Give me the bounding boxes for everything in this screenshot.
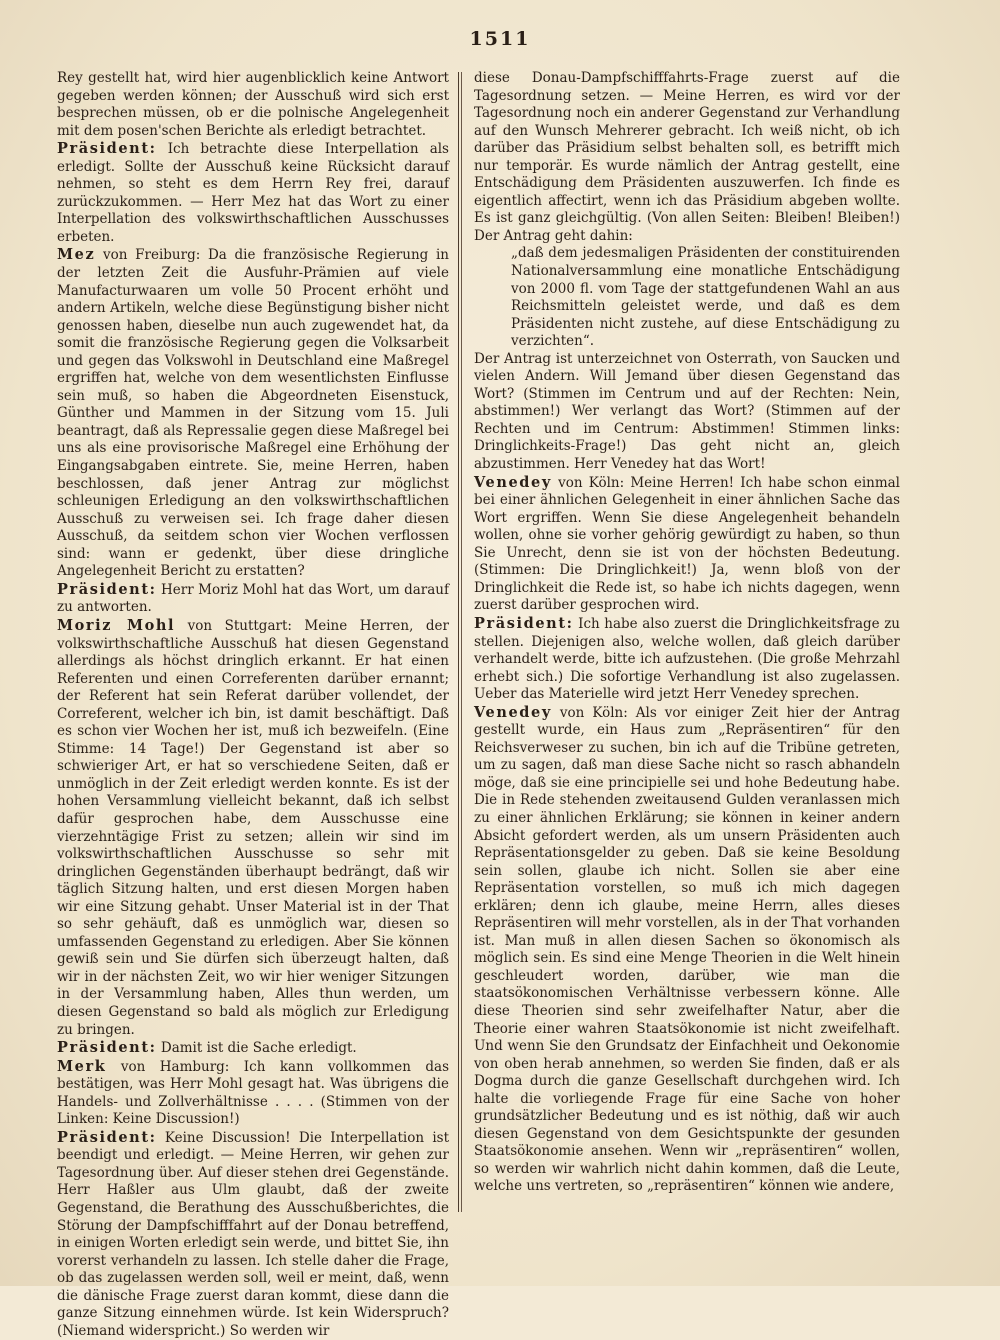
paragraph: [474, 704, 900, 1196]
paragraph-text: Herr Moriz Mohl hat das Wort, um darauf zu antworten.: [57, 581, 449, 616]
paragraph: [474, 351, 900, 474]
paragraph: [57, 1129, 449, 1340]
paragraph: [57, 617, 449, 1039]
paragraph-text: von Stuttgart: Meine Herren, der volkswirthschaftliche Ausschuß hat diesen Gegenstand allerdings als höchst dringlich erkannt. Er hat einen Referenten und einen Correferenten darüber ernannt; der Referent hat sein Referat darüber vollendet, der Correferent, welcher ich bin, ist damit beschäftigt. Daß es schon vier Wochen her ist, muß ich bezweifeln. (Eine Stimme: 14 Tage!) Der Gegenstand ist aber so schwieriger Art, er hat so verschiedene Seiten, daß er unmöglich in der Zeit erledigt werden konnte. Es ist der hohen Versammlung vielleicht bekannt, daß ich selbst dafür gesprochen habe, dem Ausschusse eine vierzehntägige Frist zu setzen; allein wir sind im volkswirthschaftlichen Ausschusse so sehr mit dringlichen Gegenständen überhaupt bedrängt, daß wir täglich Sitzung halten, und erst diesen Morgen haben wir eine Sitzung gehabt. Unser Material ist in der That so sehr gehäuft, daß es unmöglich war, diesen so umfassenden Gegenstand zu erledigen. Aber Sie können gewiß sein und Sie dürfen sich überzeugt halten, daß wir in der nächsten Zeit, wo wir hier weniger Sitzungen in der Versammlung haben, Alles thun werden, um diesen Gegenstand so bald als möglich zur Erledigung zu bringen.: [57, 617, 449, 1038]
motion-quote: [511, 245, 900, 350]
paragraph: [57, 581, 449, 617]
speaker-name: Präsident:: [57, 1039, 157, 1057]
speaker-name: Präsident:: [57, 1128, 157, 1146]
speaker-name: Moriz Mohl: [57, 616, 176, 634]
speaker-name: Mez: [57, 246, 96, 264]
column-divider: [458, 72, 459, 1212]
paragraph-text: Keine Discussion! Die Interpellation ist beendigt und erledigt. — Meine Herren, wir gehen zur Tagesordnung über. Auf dieser stehen drei Gegenstände. Herr Haßler aus Ulm glaubt, daß der zweite Gegenstand, die Berathung des Ausschußberichtes, die Störung der Dampfschifffahrt auf der Donau betreffend, in einigen Worten erledigt sein werde, und bittet Sie, ihn vorerst verhandeln zu lassen. Ich stelle daher die Frage, ob das zugelassen werden soll, weil er meint, daß, wenn die dänische Frage zuerst daran kommt, diese dann die ganze Sitzung einnehmen würde. Ist kein Widerspruch? (Niemand widerspricht.) So werden wir: [57, 1129, 449, 1339]
paragraph-text: von Freiburg: Da die französische Regierung in der letzten Zeit die Ausfuhr-Prämien auf viele Manufacturwaaren um volle 50 Procent erhöht und andern Artikeln, welche diese Begünstigung bisher nicht genossen haben, dieselbe nun auch zugewendet hat, da somit die französische Regierung gegen die Volksarbeit und gegen das Volkswohl in Deutschland eine Maßregel ergriffen hat, welche von dem wesentlichsten Einflusse sein muß, so haben die Abgeordneten Eisenstuck, Günther und Mammen in der Sitzung vom 15. Juli beantragt, daß als Repressalie gegen diese Maßregel bei uns als eine provisorische Maßregel eine Erhöhung der Eingangsabgaben eintrete. Sie, meine Herren, haben beschlossen, daß jener Antrag zur möglichst schleunigen Erledigung an den volkswirthschaftlichen Ausschuß zu verweisen sei. Ich frage daher diesen Ausschuß, da seitdem schon vier Wochen verflossen sind: wann er gedenkt, über diese dringliche Angelegenheit Bericht zu erstatten?: [57, 247, 449, 580]
paragraph: [57, 140, 449, 246]
paragraph-text: Damit ist die Sache erledigt.: [156, 1040, 357, 1057]
paragraph-text: Rey gestellt hat, wird hier augenblicklich keine Antwort gegeben werden können; der Ausschuß wird sich erst besprechen müssen, ob er die polnische Angelegenheit mit dem posen'schen Berichte als erledigt betrachtet.: [57, 70, 449, 139]
paragraph-text: von Hamburg: Ich kann vollkommen das bestätigen, was Herr Mohl gesagt hat. Was übrigens die Handels- und Zollverhältnisse . . . . (Stimmen von der Linken: Keine Discussion!): [57, 1058, 449, 1128]
paragraph: [57, 1058, 449, 1129]
speaker-name: Präsident:: [474, 614, 574, 632]
paragraph-text: diese Donau-Dampfschifffahrts-Frage zuerst auf die Tagesordnung setzen. — Meine Herren, es wird vor der Tagesordnung noch ein anderer Gegenstand zur Verhandlung auf den Wunsch Mehrerer gebracht. Ich weiß nicht, ob ich darüber das Präsidium selbst behalten soll, es betrifft mich nur temporär. Es wurde nämlich der Antrag gestellt, eine Entschädigung dem Präsidenten auszuwerfen. Ich finde es eigentlich affectirt, wenn ich das Präsidium abgeben wollte. Es ist ganz gleichgültig. (Von allen Seiten: Bleiben! Bleiben!) Der Antrag geht dahin:: [474, 70, 900, 244]
speaker-name: Präsident:: [57, 580, 157, 598]
paragraph-text: von Köln: Meine Herren! Ich habe schon einmal bei einer ähnlichen Gelegenheit in einer ähnlichen Sache das Wort ergriffen. Wenn Sie diese Angelegenheit behandeln wollen, ohne sie vorher gehörig gewürdigt zu haben, so thun Sie Unrecht, denn sie ist von der höchsten Bedeutung. (Stimmen: Die Dringlichkeit!) Ja, wenn bloß von der Dringlichkeit die Rede ist, so habe ich nichts dagegen, wenn zuerst darüber gesprochen wird.: [474, 474, 900, 614]
speaker-name: Merk: [57, 1057, 107, 1075]
paragraph: [474, 70, 900, 245]
speaker-name: Venedey: [474, 703, 552, 721]
paragraph-text: „daß dem jedesmaligen Präsidenten der constituirenden Nationalversammlung eine monatliche Entschädigung von 2000 fl. vom Tage der stattgefundenen Wahl an aus Reichsmitteln geleistet werde, und daß es dem Präsidenten nicht zustehe, auf diese Entschädigung zu verzichten“.: [511, 245, 900, 350]
paragraph-text: Der Antrag ist unterzeichnet von Osterrath, von Saucken und vielen Andern. Will Jemand über diesen Gegenstand das Wort? (Stimmen im Centrum und auf der Rechten: Nein, abstimmen!) Wer verlangt das Wort? (Stimmen auf der Rechten und im Centrum: Abstimmen! Stimmen links: Dringlichkeits-Frage!) Das geht nicht an, gleich abzustimmen. Herr Venedey hat das Wort!: [474, 350, 900, 473]
paragraph: [474, 615, 900, 704]
paragraph-text: von Köln: Als vor einiger Zeit hier der Antrag gestellt wurde, ein Haus zum „Repräsentiren“ für den Reichsverweser zu suchen, bin ich auf die Tribüne getreten, um zu sagen, daß man diese Sache nicht so rasch abhandeln möge, daß sie eine principielle sei und hohe Bedeutung habe. Die in Rede stehenden zweitausend Gulden veranlassen mich zu einer ähnlichen Erklärung; sie können in keiner andern Absicht gefordert werden, als um unsern Präsidenten auch Repräsentationsgelder zu geben. Daß sie keine Besoldung sein sollen, glaube ich nicht. Sollen sie aber eine Repräsentation vorstellen, so muß ich mich dagegen erklären; denn ich glaube, meine Herrn, alles dieses Repräsentiren will mehr vorstellen, als in der That vorhanden ist. Man muß in allen diesen Sachen so ökonomisch als möglich sein. Es sind eine Menge Theorien in die Welt hinein geschleudert worden, darüber, wie man die staatsökonomischen Verhältnisse verbessern könne. Alle diese Theorien sind sehr zweifelhafter Natur, aber die Theorie einer wahren Staatsökonomie ist nicht zweifelhaft. Und wenn Sie den Grundsatz der Einfachheit und Oekonomie von oben herab annehmen, so werden Sie finden, daß er als Dogma durch die ganze Gesellschaft durchgehen wird. Ich halte die vorliegende Frage für eine Sache von hoher grundsätzlicher Bedeutung und es ist nöthig, daß wir auch diesen Gegenstand von dem Gesichtspunkte der gesunden Staatsökonomie ansehen. Wenn wir „repräsentiren“ wollen, so werden wir wahrlich nicht dahin kommen, daß die Leute, welche uns vertreten, so „repräsentiren“ können wie andere,: [474, 704, 900, 1195]
paragraph-text: Ich betrachte diese Interpellation als erledigt. Sollte der Ausschuß keine Rücksicht darauf nehmen, so steht es dem Herrn Rey frei, darauf zurückzukommen. — Herr Mez hat das Wort zu einer Interpellation des volkswirthschaftlichen Ausschusses erbeten.: [57, 141, 449, 245]
page-number: 1511: [469, 28, 531, 50]
paragraph: [57, 246, 449, 580]
paragraph-text: Ich habe also zuerst die Dringlichkeitsfrage zu stellen. Diejenigen also, welche wollen, daß gleich darüber verhandelt werde, bitte ich aufzustehen. (Die große Mehrzahl erhebt sich.) Die sofortige Verhandlung ist also zugelassen. Ueber das Materielle wird jetzt Herr Venedey sprechen.: [474, 615, 900, 703]
speaker-name: Venedey: [474, 473, 552, 491]
right-column: [474, 70, 900, 1196]
paragraph: [474, 474, 900, 615]
left-column: [57, 70, 449, 1340]
paragraph: [57, 70, 449, 140]
speaker-name: Präsident:: [57, 140, 157, 158]
column-divider-inner: [461, 72, 462, 1212]
paragraph: [57, 1039, 449, 1058]
